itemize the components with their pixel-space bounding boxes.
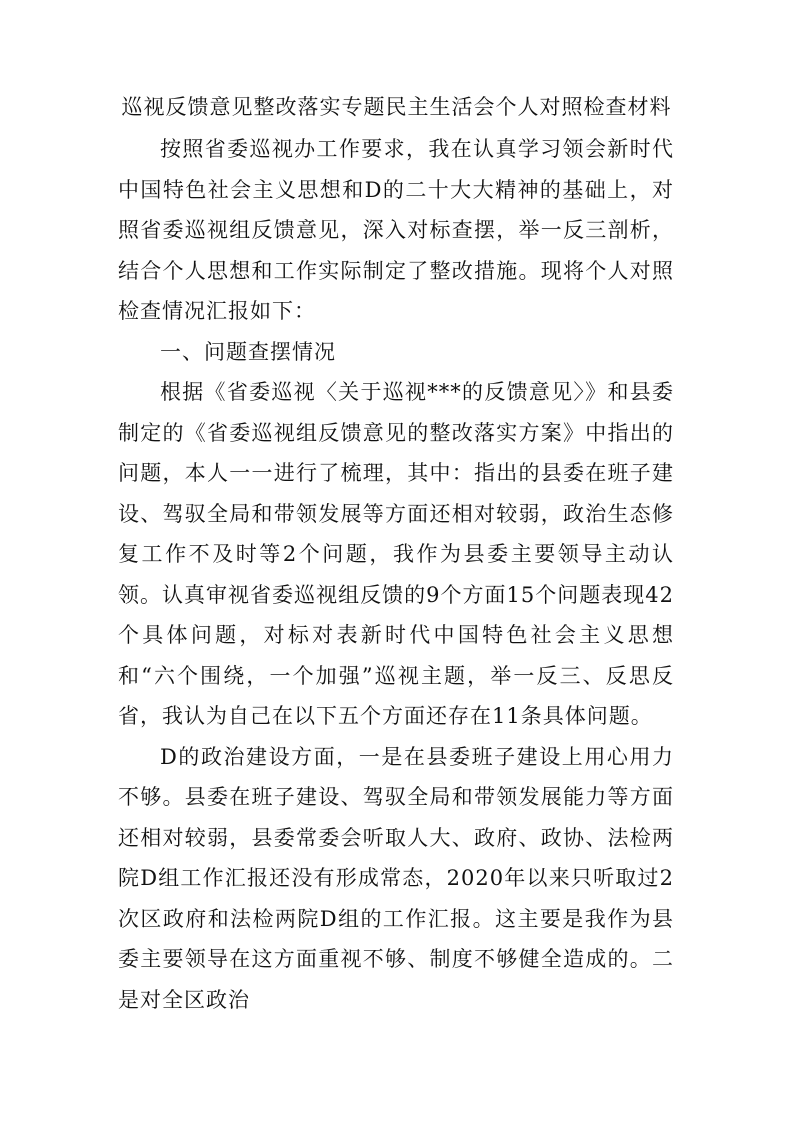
- document-body: [118, 129, 674, 1020]
- section-heading-problems: 一、问题查摆情况: [160, 339, 336, 364]
- paragraph-problem-review: 根据《省委巡视〈关于巡视***的反馈意见〉》和县委制定的《省委巡视组反馈意见的整改落实方案》中指出的问题，本人一一进行了梳理，其中：指出的县委在班子建设、驾驭全局和带领发展等方面还相对较弱，政治生态修复工作不及时等2个问题，我作为县委主要领导主动认领。认真审视省委巡视组反馈的9个方面15个问题表现42个具体问题，对标对表新时代中国特色社会主义思想和“六个围绕，一个加强”巡视主题，举一反三、反思反省，我认为自己在以下五个方面还存在11条具体问题。: [118, 380, 674, 728]
- paragraph-political-construction: D的政治建设方面，一是在县委班子建设上用心用力不够。县委在班子建设、驾驭全局和带领发展能力等方面还相对较弱，县委常委会听取人大、政府、政协、法检两院D组工作汇报还没有形成常态，2020年以来只听取过2次区政府和法检两院D组的工作汇报。这主要是我作为县委主要领导在这方面重视不够、制度不够健全造成的。二是对全区政治: [118, 744, 674, 1012]
- document-title: 巡视反馈意见整改落实专题民主生活会个人对照检查材料: [121, 95, 672, 119]
- paragraph-intro: 按照省委巡视办工作要求，我在认真学习领会新时代中国特色社会主义思想和D的二十大大精神的基础上，对照省委巡视组反馈意见，深入对标查摆，举一反三剖析，结合个人思想和工作实际制定了整改措施。现将个人对照检查情况汇报如下：: [118, 137, 674, 323]
